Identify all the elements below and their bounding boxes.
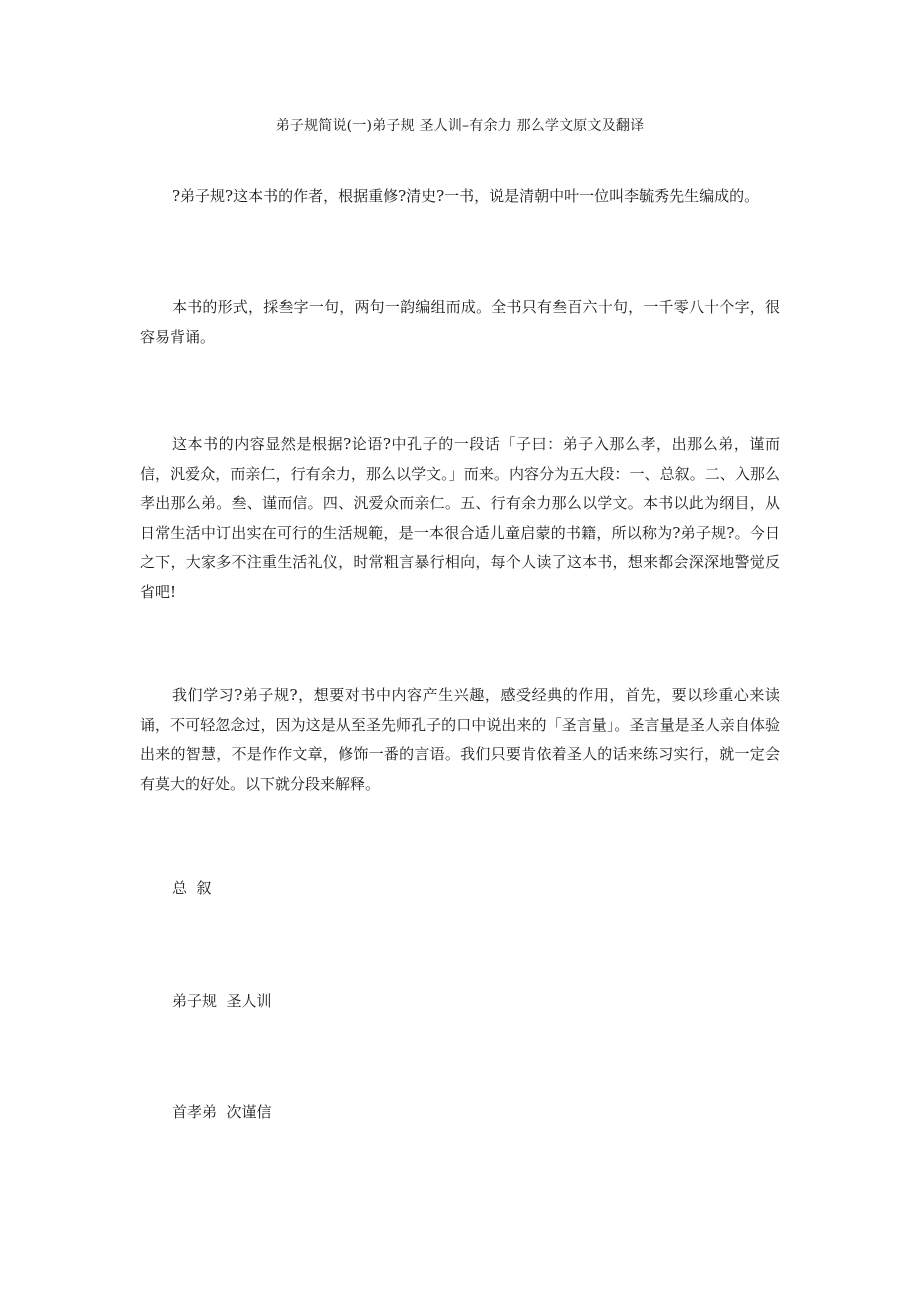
document-title: 弟子规简说(一)弟子规 圣人训–有余力 那么学文原文及翻译 bbox=[275, 118, 645, 134]
paragraph-form: 本书的形式，採叁字一句，两句一韵编组而成。全书只有叁百六十句，一千零八十个字，很容易背诵。 bbox=[140, 298, 780, 346]
paragraph-author: ?弟子规?这本书的作者，根据重修?清史?一书，说是清朝中叶一位叫李毓秀先生编成的。 bbox=[172, 187, 760, 205]
verse-line: 弟子规 圣人训 bbox=[172, 992, 272, 1010]
verse-line: 首孝弟 次谨信 bbox=[172, 1103, 272, 1121]
paragraph-study: 我们学习?弟子规?，想要对书中内容产生兴趣，感受经典的作用，首先，要以珍重心来读诵，不可轻忽念过，因为这是从至圣先师孔子的口中说出来的「圣言量」。圣言量是圣人亲自体验出来的智慧，不是作作文章，修饰一番的言语。我们只要肯依着圣人的话来练习实行，就一定会有莫大的好处。以下就分段来解释。 bbox=[140, 686, 780, 793]
paragraph-content: 这本书的内容显然是根据?论语?中孔子的一段话「子曰：弟子入那么孝，出那么弟，谨而信，汎爱众，而亲仁，行有余力，那么以学文。」而来。内容分为五大段：一、总叙。二、入那么孝出那么弟。叁、谨而信。四、汎爱众而亲仁。五、行有余力那么以学文。本书以此为纲目，从日常生活中订出实在可行的生活规範，是一本很合适儿童启蒙的书籍，所以称为?弟子规?。今日之下，大家多不注重生活礼仪，时常粗言暴行相向，每个人读了这本书，想来都会深深地警觉反省吧! bbox=[140, 435, 780, 601]
section-heading: 总 叙 bbox=[172, 879, 212, 897]
